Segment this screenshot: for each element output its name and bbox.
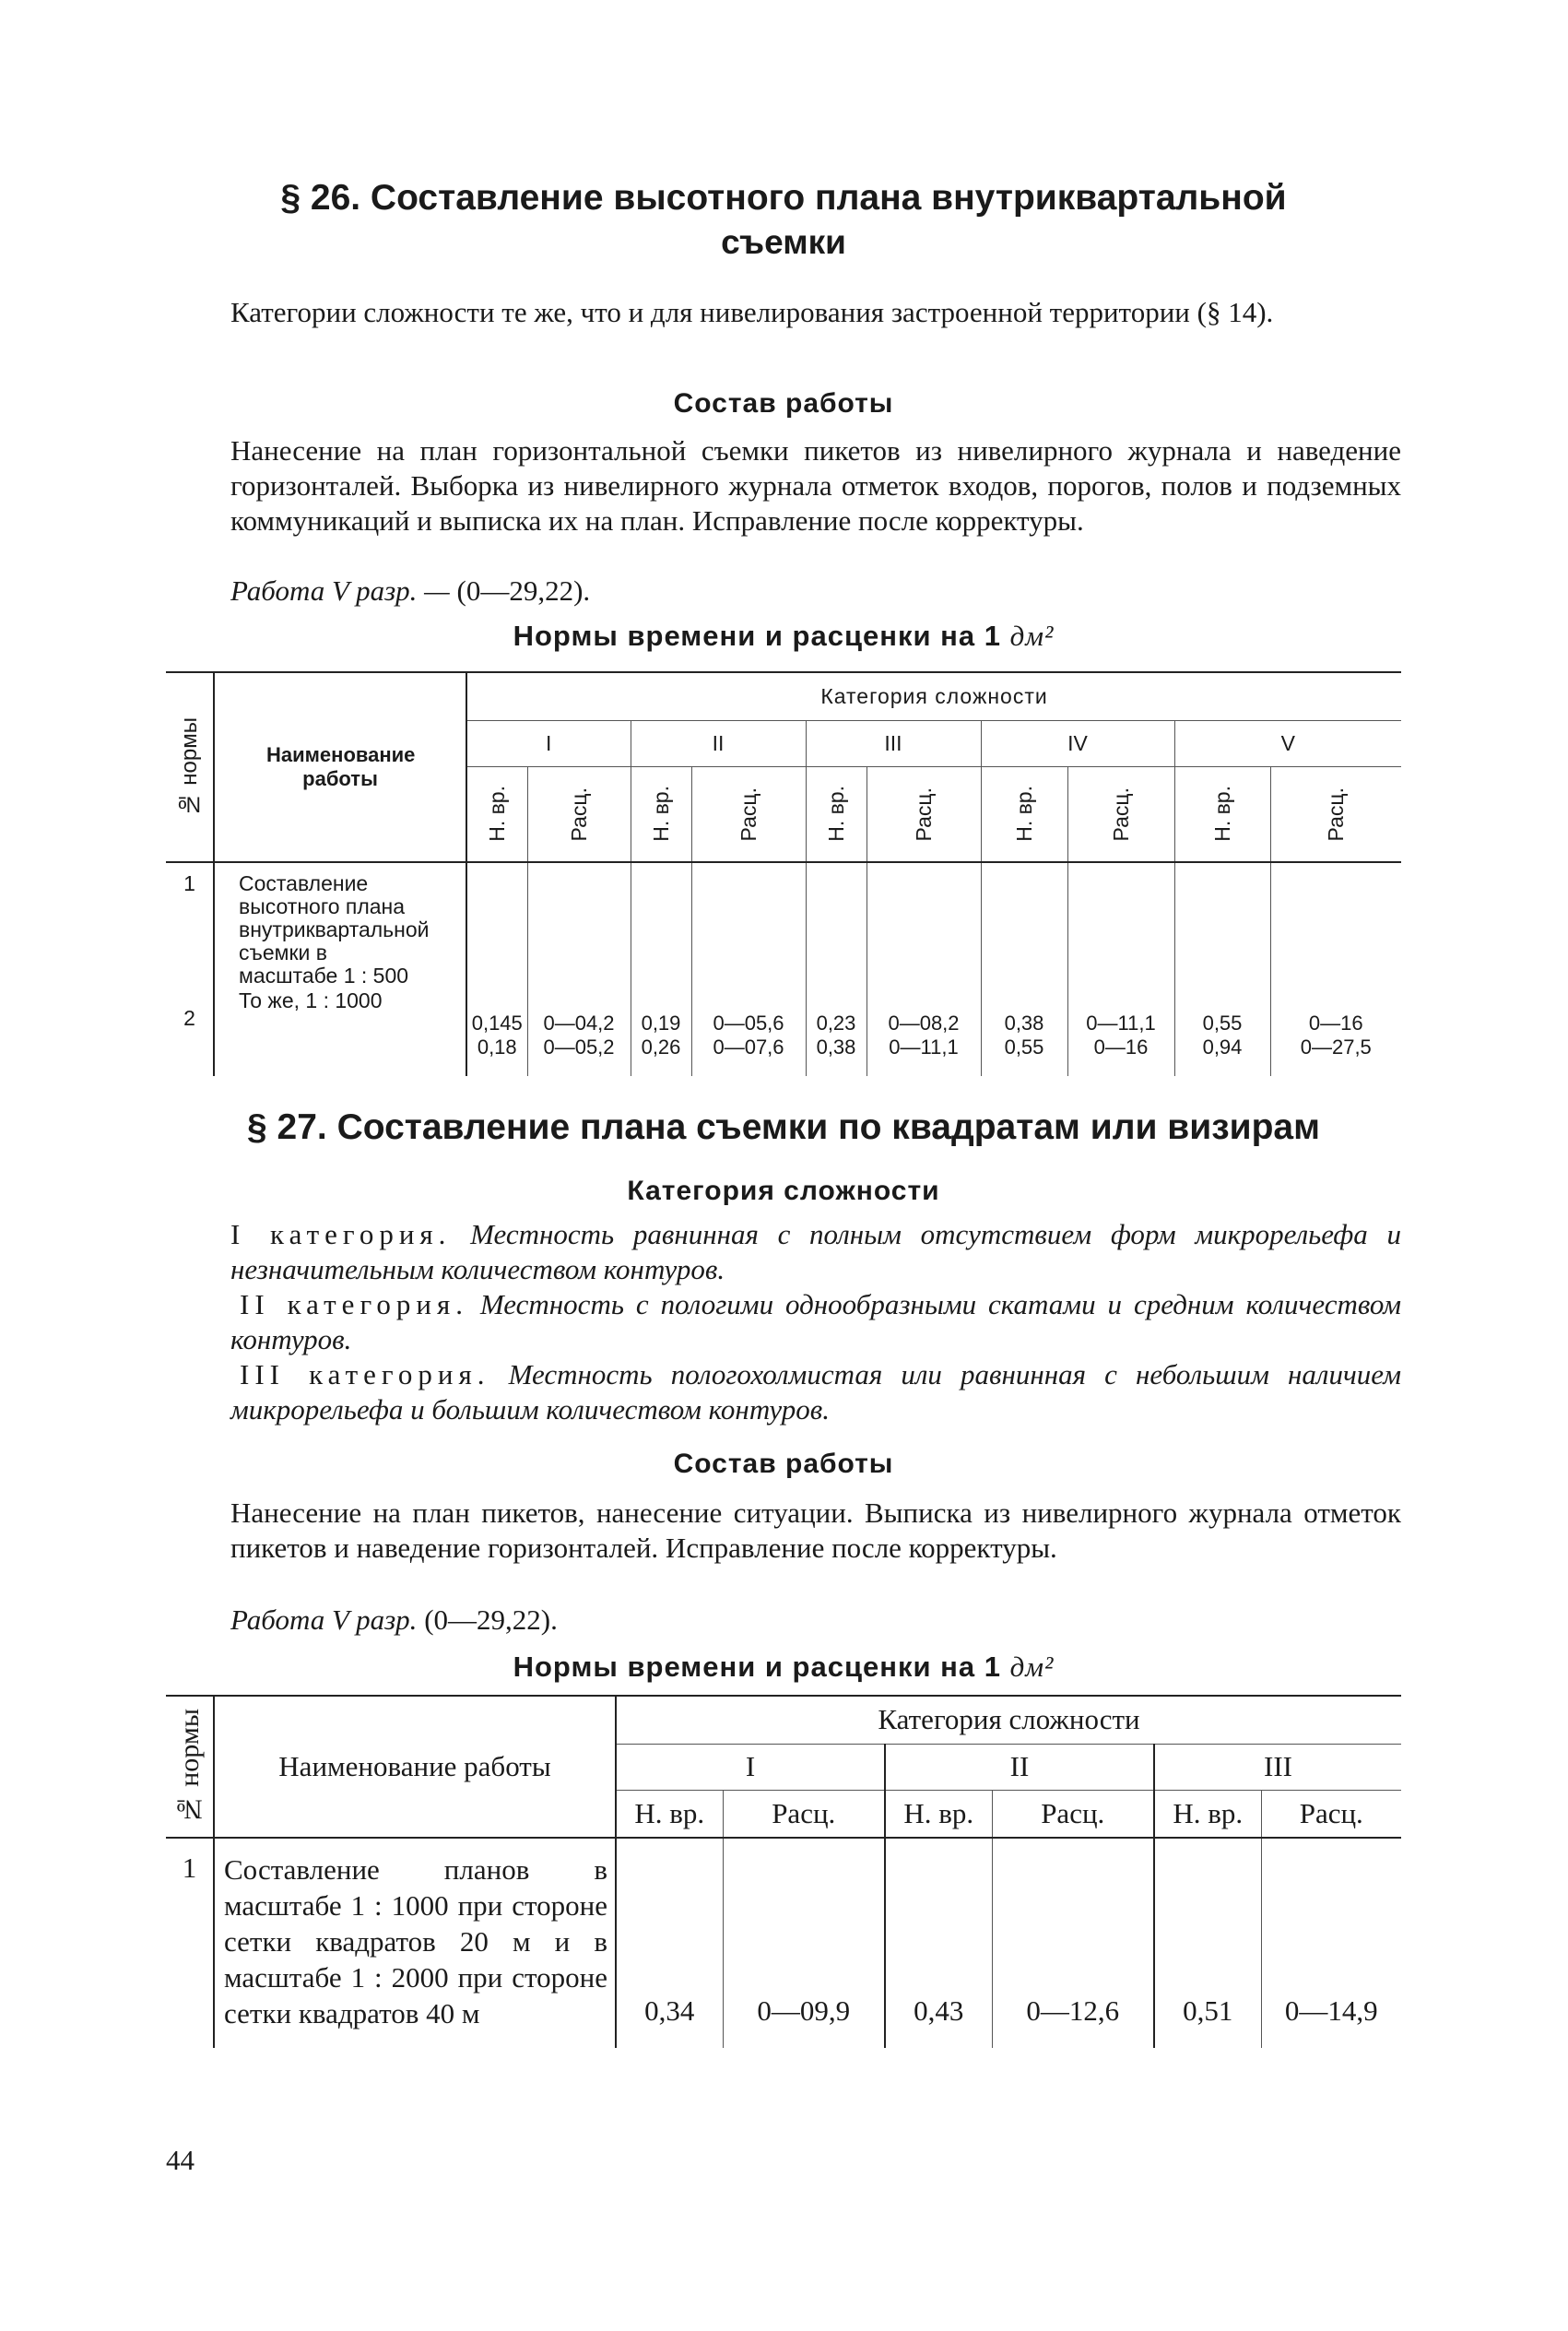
sub-header-rasc: Расц.	[1270, 766, 1401, 862]
page-number: 44	[166, 2144, 195, 2176]
value-cell: 0—08,2 0—11,1	[867, 862, 981, 1076]
section-26-table-caption	[166, 618, 1401, 655]
section-26-composition-heading: Состав работы	[673, 388, 894, 419]
col-header-category: Категория сложности	[466, 672, 1401, 720]
sub-header-rasc: Расц.	[867, 766, 981, 862]
norms-table-27	[166, 1695, 1401, 2048]
sub-header-nvr: Н. вр.	[981, 766, 1067, 862]
category-header-2: II	[631, 720, 806, 766]
sub-header-nvr: Н. вр.	[631, 766, 691, 862]
value-cell: 0,51	[1154, 1838, 1261, 2048]
section-26-intro: Категории сложности те же, что и для нивелирования застроенной территории (§ 14).	[230, 296, 1274, 328]
value-cell: 0,145 0,18	[466, 862, 527, 1076]
value-cell: 0,55 0,94	[1174, 862, 1270, 1076]
section-27-composition-heading: Состав работы	[673, 1449, 894, 1479]
work-rate-value: (0—29,22).	[424, 1603, 558, 1636]
value-cell: 0—09,9	[723, 1838, 885, 2048]
category-header-5: V	[1174, 720, 1401, 766]
row-name-cell: Составление планов в масштабе 1 : 1000 при стороне сетки квадратов 20 м и в масштабе 1 : 2000 при стороне сетки квадратов 40 м	[214, 1838, 616, 2048]
sub-header-rasc: Расц.	[691, 766, 806, 862]
sub-header-nvr: Н. вр.	[466, 766, 527, 862]
section-27-composition-text: Нанесение на план пикетов, нанесение ситуации. Выписка из нивелирного журнала отметок пикетов и наведение горизонталей. Исправление после корректуры.	[230, 1497, 1401, 1564]
section-27-table-caption	[166, 1649, 1401, 1686]
table-row	[166, 1838, 1401, 2048]
category-header-3: III	[806, 720, 981, 766]
sub-header-nvr: Н. вр.	[1174, 766, 1270, 862]
col-header-num: № нормы	[166, 672, 214, 862]
value-cell: 0,34	[616, 1838, 723, 2048]
sub-header-rasc: Расц.	[992, 1790, 1154, 1838]
row-name-cell: Составление высотного плана внутриквартальной съемки в масштабе 1 : 500 То же, 1 : 1000	[214, 862, 466, 1076]
section-26-title-line1: § 26. Составление высотного плана внутриквартальной	[280, 178, 1287, 218]
category-header-4: IV	[981, 720, 1174, 766]
value-cell: 0—12,6	[992, 1838, 1154, 2048]
col-header-name: Наименование работы	[214, 672, 466, 862]
sub-header-rasc: Расц.	[1067, 766, 1174, 862]
table-caption-text: Нормы времени и расценки на 1	[513, 620, 1010, 652]
work-rate-label: Работа V разр. —	[230, 574, 457, 607]
section-27-work-rate	[230, 1603, 1401, 1638]
category-2-description: II категория. Местность с пологими однообразными скатами и средним количеством контуров.	[230, 1288, 1401, 1355]
section-26-composition-text: Нанесение на план горизонтальной съемки пикетов из нивелирного журнала и наведение горизонталей. Выборка из нивелирного журнала отметок входов, порогов, полов и подземных коммуникаций и выписка их на план. Исправление после корректуры.	[230, 434, 1401, 537]
table-row	[166, 862, 1401, 1076]
value-cell: 0,43	[885, 1838, 992, 2048]
value-cell: 0—14,9	[1261, 1838, 1401, 2048]
row-number-cell: 1 2	[183, 871, 195, 1030]
value-cell: 0,23 0,38	[806, 862, 867, 1076]
section-26-title-line2: съемки	[721, 223, 846, 261]
work-rate-value: (0—29,22).	[456, 574, 591, 607]
value-cell: 0—04,2 0—05,2	[527, 862, 631, 1076]
category-3-description: III категория. Местность пологохолмистая или равнинная с небольшим наличием микрорельефа и большим количеством контуров.	[230, 1358, 1401, 1426]
sub-header-nvr: Н. вр.	[616, 1790, 723, 1838]
work-rate-label: Работа V разр.	[230, 1603, 425, 1636]
category-header-1: I	[466, 720, 631, 766]
table-caption-text: Нормы времени и расценки на 1	[513, 1651, 1010, 1683]
row-number-cell: 1	[182, 1852, 197, 1884]
col-header-name: Наименование работы	[214, 1696, 616, 1838]
section-27-title: § 27. Составление плана съемки по квадратам или визирам	[247, 1107, 1320, 1147]
sub-header-rasc: Расц.	[1261, 1790, 1401, 1838]
sub-header-rasc: Расц.	[723, 1790, 885, 1838]
sub-header-rasc: Расц.	[527, 766, 631, 862]
value-cell: 0,19 0,26	[631, 862, 691, 1076]
value-cell: 0,38 0,55	[981, 862, 1067, 1076]
category-header-2: II	[885, 1744, 1154, 1790]
table-caption-unit: дм²	[1009, 620, 1055, 652]
category-1-description: I категория. Местность равнинная с полным отсутствием форм микрорельефа и незначительным количеством контуров.	[230, 1218, 1401, 1285]
category-header-3: III	[1154, 1744, 1401, 1790]
value-cell: 0—16 0—27,5	[1270, 862, 1401, 1076]
sub-header-nvr: Н. вр.	[1154, 1790, 1261, 1838]
table-caption-unit: дм²	[1009, 1651, 1055, 1683]
value-cell: 0—11,1 0—16	[1067, 862, 1174, 1076]
section-26-work-rate	[230, 574, 1401, 609]
sub-header-nvr: Н. вр.	[885, 1790, 992, 1838]
col-header-category: Категория сложности	[616, 1696, 1401, 1744]
col-header-num: № нормы	[166, 1696, 214, 1838]
category-header-1: I	[616, 1744, 885, 1790]
norms-table-26	[166, 671, 1401, 1076]
value-cell: 0—05,6 0—07,6	[691, 862, 806, 1076]
section-27-category-heading: Категория сложности	[627, 1176, 940, 1206]
sub-header-nvr: Н. вр.	[806, 766, 867, 862]
